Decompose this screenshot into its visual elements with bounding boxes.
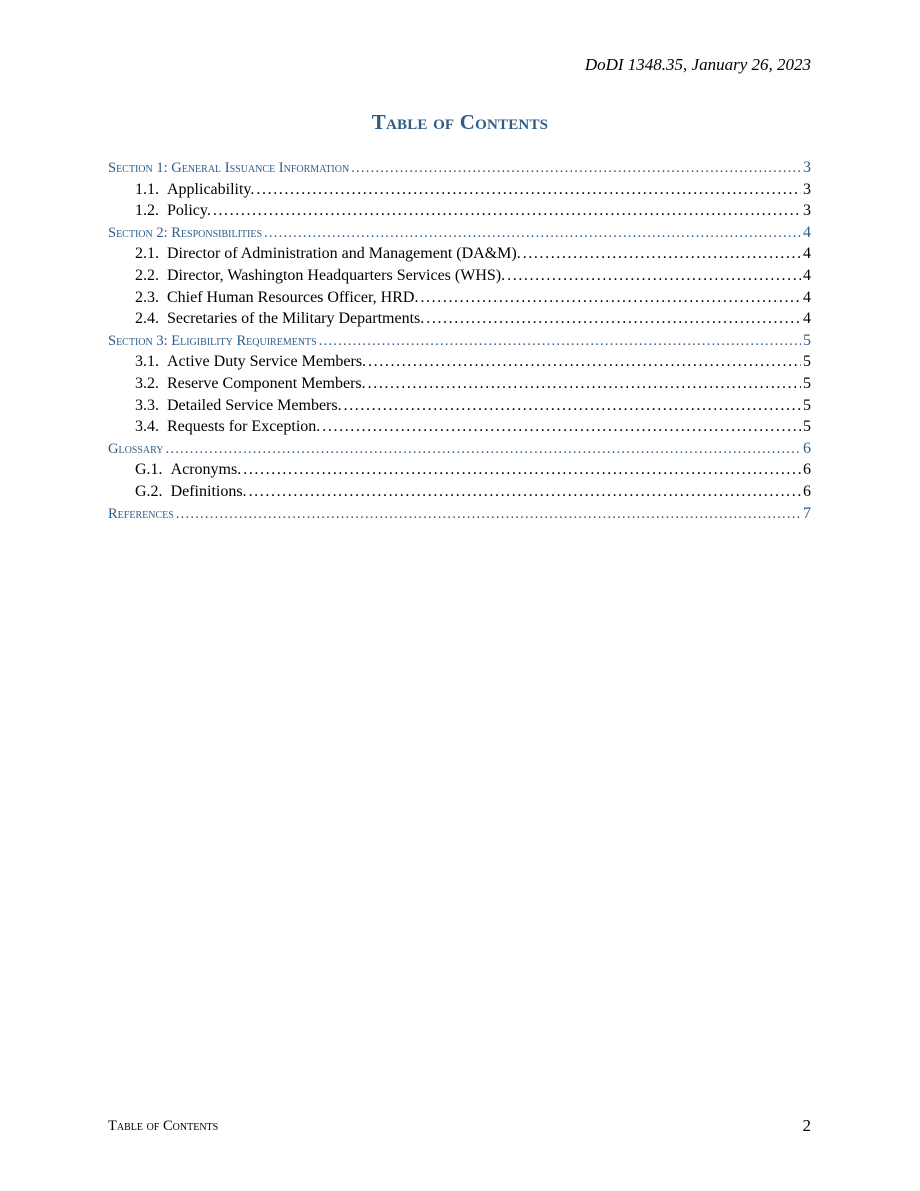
- toc-page-number: 4: [803, 245, 811, 263]
- toc-entry-label: Acronyms.: [170, 461, 242, 479]
- toc-entry-label: Director of Administration and Management (DA&M).: [167, 245, 521, 263]
- toc-entry-label: Director, Washington Headquarters Services (WHS).: [167, 266, 506, 284]
- toc-subsection-link[interactable]: [108, 308, 811, 330]
- toc-page-number: 7: [803, 504, 811, 522]
- footer-section-label: Table of Contents: [108, 1118, 219, 1134]
- toc-page-number: 4: [803, 266, 811, 284]
- toc-entry-label: Section 2: Responsibilities: [108, 224, 263, 241]
- toc-dot-leader: [420, 287, 801, 309]
- toc-entry-number: G.2.: [135, 482, 163, 500]
- toc-dot-leader: [368, 351, 801, 373]
- toc-page-number: 4: [803, 223, 811, 241]
- toc-page-number: 4: [803, 288, 811, 306]
- toc-entry-number: 2.1.: [135, 245, 159, 263]
- toc-entry-label: References: [108, 505, 174, 522]
- toc-entry-label: Definitions.: [170, 482, 247, 500]
- toc-entry-label: Chief Human Resources Officer, HRD.: [167, 288, 419, 306]
- toc-page-number: 3: [803, 202, 811, 220]
- toc-entry-number: G.1.: [135, 461, 163, 479]
- toc-subsection-link[interactable]: [108, 179, 811, 201]
- toc-entry-label: Section 1: General Issuance Information: [108, 160, 350, 176]
- toc-dot-leader: [507, 265, 801, 287]
- toc-section-link[interactable]: [108, 222, 811, 244]
- toc-entry-label: Detailed Service Members.: [167, 396, 342, 414]
- toc-page-number: 5: [803, 396, 811, 414]
- toc-subsection-link[interactable]: [108, 287, 811, 309]
- toc-page-number: 5: [803, 418, 811, 436]
- toc-entry-number: 2.2.: [135, 266, 159, 284]
- toc-subsection-link[interactable]: [108, 243, 811, 265]
- document-reference: DoDI 1348.35, January 26, 2023: [584, 55, 811, 74]
- toc-entry-number: 2.4.: [135, 310, 159, 328]
- toc-entry-number: 1.1.: [135, 180, 159, 198]
- toc-subsection-link[interactable]: [108, 416, 811, 438]
- toc-page-number: 6: [803, 482, 811, 500]
- toc-section-link[interactable]: [108, 330, 811, 352]
- toc-subsection-link[interactable]: [108, 351, 811, 373]
- toc-entry-label: Active Duty Service Members.: [167, 353, 367, 371]
- toc-dot-leader: [319, 331, 801, 353]
- toc-dot-leader: [351, 158, 801, 180]
- toc-entry-label: Policy.: [167, 202, 211, 220]
- toc-subsection-link[interactable]: [108, 265, 811, 287]
- toc-page-number: 4: [803, 310, 811, 328]
- toc-page-number: 6: [803, 439, 811, 457]
- toc-page-number: 5: [803, 331, 811, 349]
- toc-entry-label: Glossary: [108, 440, 164, 457]
- toc-dot-leader: [176, 504, 801, 526]
- toc-dot-leader: [344, 395, 801, 417]
- toc-subsection-link[interactable]: [108, 395, 811, 417]
- toc-entry-label: Applicability.: [167, 180, 255, 198]
- toc-dot-leader: [523, 243, 801, 265]
- toc-page-number: 5: [803, 374, 811, 392]
- toc-subsection-link[interactable]: [108, 459, 811, 481]
- toc-entry-label: Requests for Exception.: [167, 418, 321, 436]
- toc-entry-label: Secretaries of the Military Departments.: [167, 310, 425, 328]
- toc-page-number: 3: [803, 159, 811, 176]
- toc-page-number: 5: [803, 353, 811, 371]
- toc-dot-leader: [166, 439, 802, 461]
- toc-dot-leader: [243, 459, 801, 481]
- toc-section-link[interactable]: [108, 157, 811, 179]
- toc-subsection-link[interactable]: [108, 200, 811, 222]
- toc-entry-number: 3.1.: [135, 353, 159, 371]
- toc-entry-number: 3.3.: [135, 396, 159, 414]
- footer-page-number: 2: [802, 1116, 811, 1135]
- table-of-contents: [108, 157, 811, 524]
- toc-subsection-link[interactable]: [108, 481, 811, 503]
- toc-dot-leader: [256, 179, 801, 201]
- toc-entry-number: 2.3.: [135, 288, 159, 306]
- toc-dot-leader: [322, 416, 801, 438]
- toc-section-link[interactable]: [108, 503, 811, 525]
- toc-entry-number: 3.4.: [135, 418, 159, 436]
- toc-section-link[interactable]: [108, 438, 811, 460]
- toc-dot-leader: [213, 200, 801, 222]
- toc-page-number: 6: [803, 461, 811, 479]
- toc-dot-leader: [264, 223, 801, 245]
- toc-entry-label: Section 3: Eligibility Requirements: [108, 332, 317, 349]
- toc-dot-leader: [249, 481, 801, 503]
- toc-entry-label: Reserve Component Members.: [167, 374, 366, 392]
- toc-dot-leader: [368, 373, 801, 395]
- toc-page-number: 3: [803, 180, 811, 198]
- toc-entry-number: 1.2.: [135, 202, 159, 220]
- toc-dot-leader: [426, 308, 801, 330]
- toc-entry-number: 3.2.: [135, 374, 159, 392]
- toc-subsection-link[interactable]: [108, 373, 811, 395]
- page-title: Table of Contents: [371, 110, 549, 134]
